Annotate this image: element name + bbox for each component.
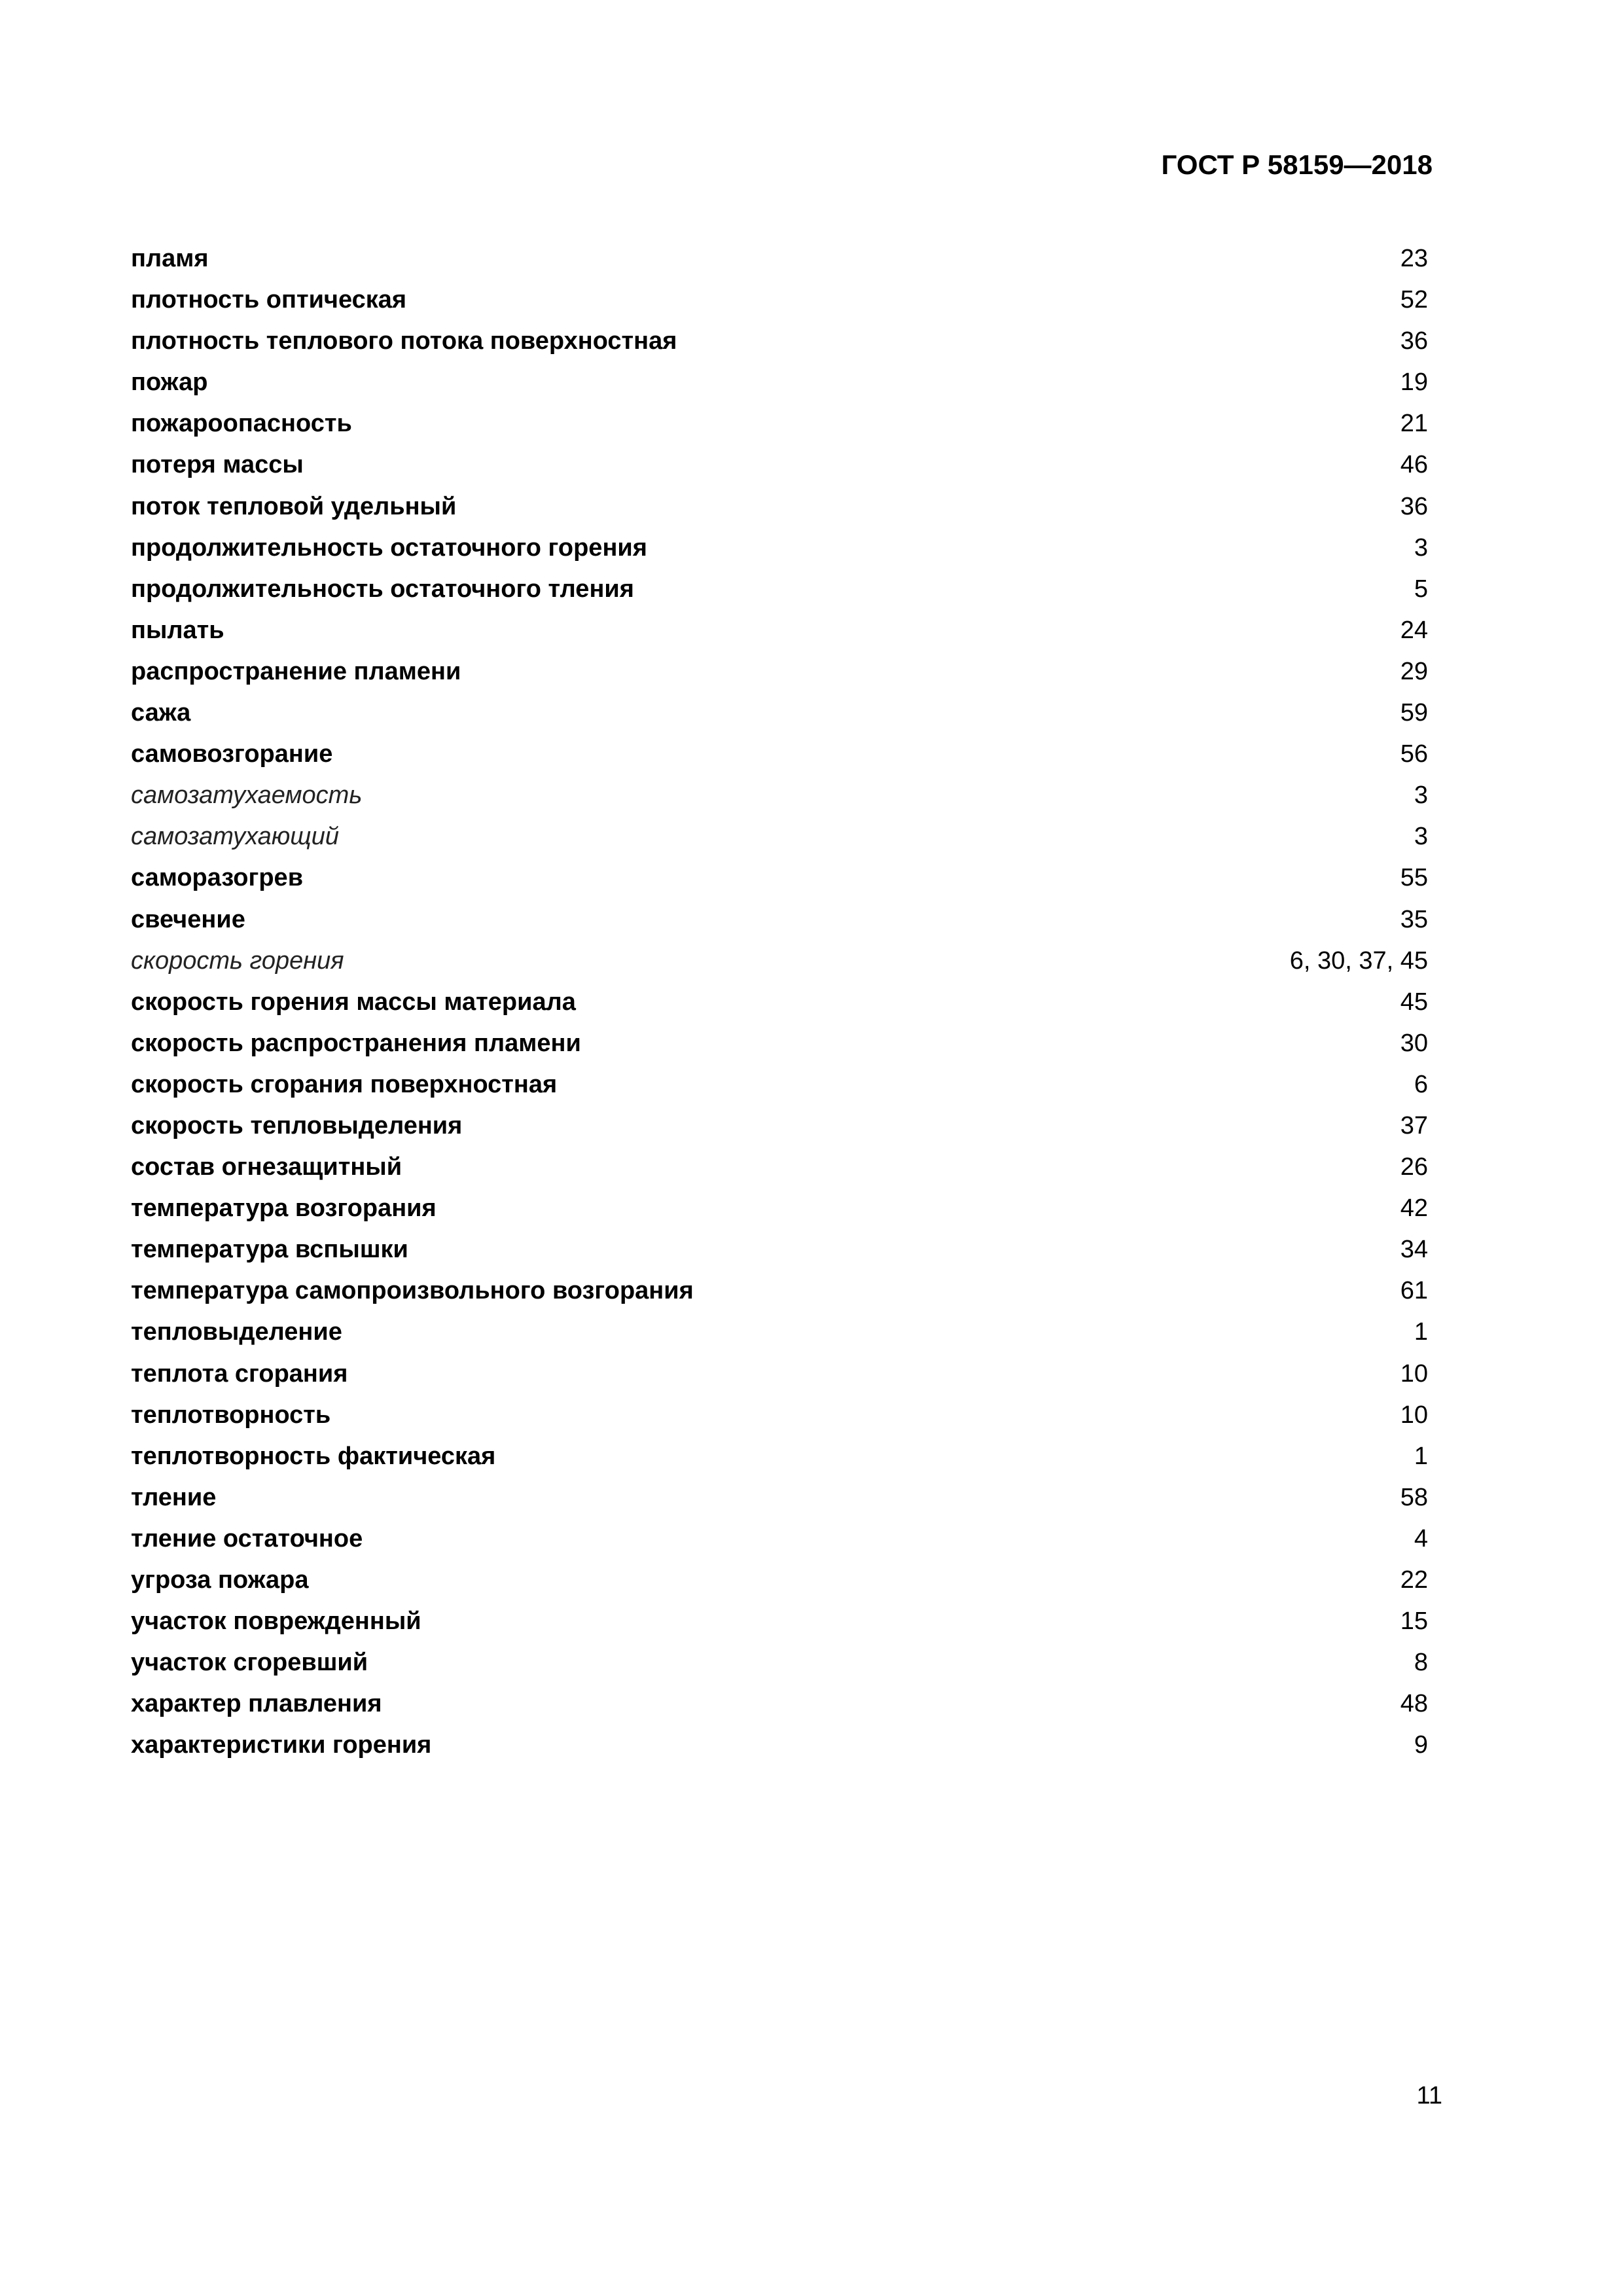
index-term: скорость горения массы материала xyxy=(131,988,576,1016)
index-entry xyxy=(131,321,1428,362)
index-entry xyxy=(131,1354,1428,1395)
index-entry xyxy=(131,1560,1428,1601)
index-term-number: 6 xyxy=(1414,1070,1428,1098)
index-term: состав огнезащитный xyxy=(131,1153,402,1181)
index-term: продолжительность остаточного горения xyxy=(131,533,647,562)
index-entry xyxy=(131,1477,1428,1518)
page-number: 11 xyxy=(1416,2082,1442,2109)
index-entry xyxy=(131,486,1428,528)
index-term-number: 45 xyxy=(1400,988,1428,1016)
index-term: температура вспышки xyxy=(131,1236,408,1264)
index-entry xyxy=(131,1023,1428,1064)
index-entry xyxy=(131,1642,1428,1683)
alphabetical-term-index xyxy=(131,238,1428,1766)
index-term: скорость горения xyxy=(131,946,344,975)
index-term-number: 4 xyxy=(1414,1524,1428,1552)
index-entry xyxy=(131,528,1428,569)
index-term: температура возгорания xyxy=(131,1194,437,1223)
index-term-number: 55 xyxy=(1400,864,1428,892)
index-term: теплота сгорания xyxy=(131,1359,348,1388)
index-entry xyxy=(131,899,1428,941)
index-term-number: 9 xyxy=(1414,1731,1428,1759)
index-term-number: 3 xyxy=(1414,533,1428,562)
index-entry xyxy=(131,692,1428,734)
index-term-number: 58 xyxy=(1400,1483,1428,1511)
index-entry xyxy=(131,1601,1428,1642)
index-term: пожароопасность xyxy=(131,410,352,438)
index-term: саморазогрев xyxy=(131,864,304,892)
index-entry xyxy=(131,238,1428,279)
index-term: теплотворность фактическая xyxy=(131,1442,496,1470)
index-entry xyxy=(131,1312,1428,1353)
index-term-number: 8 xyxy=(1414,1649,1428,1677)
index-entry xyxy=(131,734,1428,775)
index-term: самовозгорание xyxy=(131,740,333,768)
index-term-number: 21 xyxy=(1400,410,1428,438)
index-term: характер плавления xyxy=(131,1690,382,1718)
index-term: распространение пламени xyxy=(131,657,461,685)
index-term: скорость распространения пламени xyxy=(131,1029,581,1057)
index-term: плотность оптическая xyxy=(131,286,407,314)
index-entry xyxy=(131,1436,1428,1477)
index-term: тление xyxy=(131,1483,217,1511)
index-entry xyxy=(131,279,1428,321)
index-term-number: 1 xyxy=(1414,1442,1428,1470)
index-entry xyxy=(131,1395,1428,1436)
index-term: потеря массы xyxy=(131,451,304,479)
index-term: самозатухающий xyxy=(131,823,339,851)
index-term: поток тепловой удельный xyxy=(131,492,457,520)
index-entry xyxy=(131,1229,1428,1270)
index-term: участок поврежденный xyxy=(131,1607,421,1636)
index-term: участок сгоревший xyxy=(131,1649,368,1677)
index-entry xyxy=(131,1518,1428,1560)
index-term: тепловыделение xyxy=(131,1318,342,1346)
index-term-number: 30 xyxy=(1400,1029,1428,1057)
document-code-header: ГОСТ Р 58159—2018 xyxy=(1161,149,1433,180)
index-term-number: 35 xyxy=(1400,905,1428,933)
index-entry xyxy=(131,1270,1428,1312)
index-term: тление остаточное xyxy=(131,1524,363,1552)
index-entry xyxy=(131,1683,1428,1725)
index-term-number: 1 xyxy=(1414,1318,1428,1346)
index-entry xyxy=(131,651,1428,692)
index-term-number: 36 xyxy=(1400,492,1428,520)
index-term-number: 37 xyxy=(1400,1111,1428,1139)
index-entry xyxy=(131,1064,1428,1105)
index-term: теплотворность xyxy=(131,1401,331,1429)
index-entry xyxy=(131,1147,1428,1188)
index-term-number: 3 xyxy=(1414,823,1428,851)
index-entry xyxy=(131,857,1428,899)
index-term-number: 46 xyxy=(1400,451,1428,479)
index-term-number: 59 xyxy=(1400,699,1428,727)
index-entry xyxy=(131,1188,1428,1229)
index-term: скорость тепловыделения xyxy=(131,1111,463,1139)
index-entry xyxy=(131,816,1428,857)
index-term-number: 29 xyxy=(1400,657,1428,685)
index-term-number: 10 xyxy=(1400,1401,1428,1429)
index-entry xyxy=(131,982,1428,1023)
index-term-number: 24 xyxy=(1400,616,1428,644)
index-term-number: 23 xyxy=(1400,245,1428,272)
index-term-number: 26 xyxy=(1400,1153,1428,1181)
index-entry xyxy=(131,941,1428,982)
index-term-number: 6, 30, 37, 45 xyxy=(1289,946,1428,975)
index-term-number: 10 xyxy=(1400,1359,1428,1388)
index-term: характеристики горения xyxy=(131,1731,432,1759)
index-term-number: 36 xyxy=(1400,327,1428,355)
index-term-number: 34 xyxy=(1400,1236,1428,1264)
index-term: температура самопроизвольного возгорания xyxy=(131,1277,694,1305)
index-entry xyxy=(131,775,1428,816)
index-entry xyxy=(131,569,1428,610)
index-term-number: 3 xyxy=(1414,781,1428,810)
index-entry xyxy=(131,610,1428,651)
index-entry xyxy=(131,1725,1428,1766)
index-term-number: 5 xyxy=(1414,575,1428,603)
index-term: пламя xyxy=(131,245,209,272)
index-entry xyxy=(131,444,1428,486)
index-term: свечение xyxy=(131,905,245,933)
index-term: плотность теплового потока поверхностная xyxy=(131,327,677,355)
index-term-number: 22 xyxy=(1400,1566,1428,1594)
index-term-number: 56 xyxy=(1400,740,1428,768)
index-term-number: 48 xyxy=(1400,1690,1428,1718)
index-term: пожар xyxy=(131,368,208,397)
index-term-number: 61 xyxy=(1400,1277,1428,1305)
index-term: продолжительность остаточного тления xyxy=(131,575,634,603)
index-term: скорость сгорания поверхностная xyxy=(131,1070,558,1098)
index-term: пылать xyxy=(131,616,224,644)
index-term-number: 52 xyxy=(1400,286,1428,314)
index-term-number: 19 xyxy=(1400,368,1428,397)
index-term: самозатухаемость xyxy=(131,781,363,810)
index-term-number: 15 xyxy=(1400,1607,1428,1636)
index-entry xyxy=(131,403,1428,444)
index-term-number: 42 xyxy=(1400,1194,1428,1223)
index-term: угроза пожара xyxy=(131,1566,309,1594)
index-entry xyxy=(131,1105,1428,1147)
index-term: сажа xyxy=(131,699,191,727)
index-entry xyxy=(131,362,1428,403)
